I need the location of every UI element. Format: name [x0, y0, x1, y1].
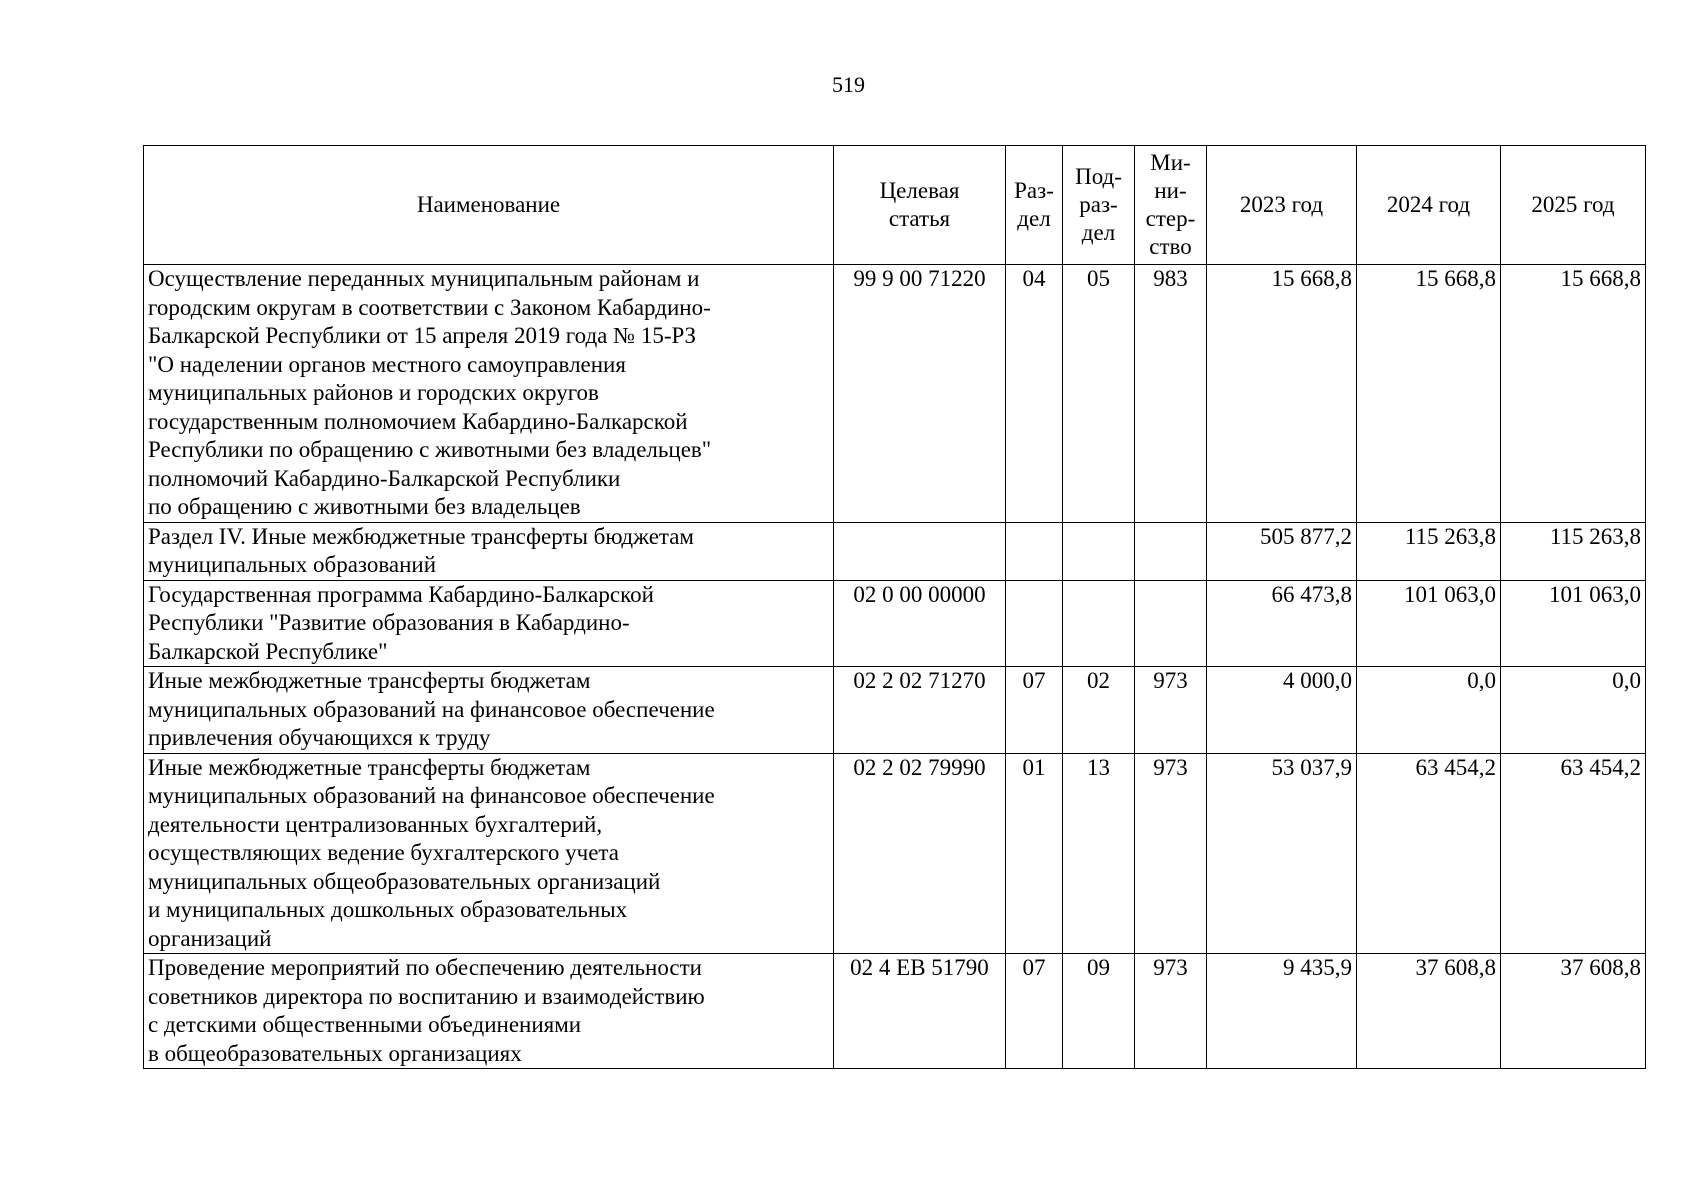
header-subsection: Под- раз- дел	[1063, 146, 1135, 265]
row-section: 07	[1006, 667, 1063, 754]
row-section	[1006, 522, 1063, 580]
row-2023: 9 435,9	[1207, 954, 1357, 1069]
row-subsection: 02	[1063, 667, 1135, 754]
row-name: Осуществление переданных муниципальным районам и городским округам в соответствии с Законом Кабардино- Балкарской Республики от 15 апреля 2019 года № 15-РЗ "О наделении органов местного самоуправления муниципальных районов и городских округов государственным полномочием Кабардино-Балкарской Республики по обращению с животными без владельцев" полномочий Кабардино-Балкарской Республики по обращению с животными без владельцев	[144, 265, 834, 523]
header-2023: 2023 год	[1207, 146, 1357, 265]
row-2023: 66 473,8	[1207, 580, 1357, 667]
table-row	[144, 522, 1646, 580]
row-target-article: 02 4 EB 51790	[834, 954, 1006, 1069]
row-2025: 15 668,8	[1501, 265, 1646, 523]
row-2025: 115 263,8	[1501, 522, 1646, 580]
row-2024: 15 668,8	[1357, 265, 1501, 523]
table-row	[144, 580, 1646, 667]
table-row	[144, 667, 1646, 754]
row-name: Иные межбюджетные трансферты бюджетам муниципальных образований на финансовое обеспечение деятельности централизованных бухгалтерий, осуществляющих ведение бухгалтерского учета муниципальных общеобразовательных организаций и муниципальных дошкольных образовательных организаций	[144, 753, 834, 954]
header-ministry: Ми- ни- стер- ство	[1135, 146, 1207, 265]
row-subsection: 13	[1063, 753, 1135, 954]
row-ministry	[1135, 580, 1207, 667]
row-2024: 101 063,0	[1357, 580, 1501, 667]
row-ministry: 973	[1135, 753, 1207, 954]
row-2023: 53 037,9	[1207, 753, 1357, 954]
row-2023: 4 000,0	[1207, 667, 1357, 754]
row-subsection: 09	[1063, 954, 1135, 1069]
row-section: 04	[1006, 265, 1063, 523]
row-ministry: 973	[1135, 954, 1207, 1069]
budget-table	[143, 145, 1646, 1069]
row-2024: 115 263,8	[1357, 522, 1501, 580]
row-subsection	[1063, 580, 1135, 667]
page-number: 519	[832, 72, 865, 97]
row-section	[1006, 580, 1063, 667]
table-header-row	[144, 146, 1646, 265]
header-target-article: Целевая статья	[834, 146, 1006, 265]
row-2024: 37 608,8	[1357, 954, 1501, 1069]
row-target-article: 02 2 02 71270	[834, 667, 1006, 754]
row-name: Раздел IV. Иные межбюджетные трансферты бюджетам муниципальных образований	[144, 522, 834, 580]
row-target-article: 99 9 00 71220	[834, 265, 1006, 523]
header-section: Раз- дел	[1006, 146, 1063, 265]
row-2025: 63 454,2	[1501, 753, 1646, 954]
row-subsection: 05	[1063, 265, 1135, 523]
row-2023: 505 877,2	[1207, 522, 1357, 580]
header-2024: 2024 год	[1357, 146, 1501, 265]
row-target-article: 02 2 02 79990	[834, 753, 1006, 954]
row-2025: 37 608,8	[1501, 954, 1646, 1069]
row-section: 07	[1006, 954, 1063, 1069]
row-name: Государственная программа Кабардино-Балкарской Республики "Развитие образования в Кабардино- Балкарской Республике"	[144, 580, 834, 667]
header-2025: 2025 год	[1501, 146, 1646, 265]
row-name: Проведение мероприятий по обеспечению деятельности советников директора по воспитанию и взаимодействию с детскими общественными объединениями в общеобразовательных организациях	[144, 954, 834, 1069]
row-ministry: 973	[1135, 667, 1207, 754]
row-ministry: 983	[1135, 265, 1207, 523]
row-2025: 0,0	[1501, 667, 1646, 754]
table-row	[144, 954, 1646, 1069]
row-target-article: 02 0 00 00000	[834, 580, 1006, 667]
row-2023: 15 668,8	[1207, 265, 1357, 523]
row-subsection	[1063, 522, 1135, 580]
row-target-article	[834, 522, 1006, 580]
header-name: Наименование	[144, 146, 834, 265]
row-2024: 63 454,2	[1357, 753, 1501, 954]
table-row	[144, 753, 1646, 954]
row-name: Иные межбюджетные трансферты бюджетам муниципальных образований на финансовое обеспечение привлечения обучающихся к труду	[144, 667, 834, 754]
row-2025: 101 063,0	[1501, 580, 1646, 667]
row-2024: 0,0	[1357, 667, 1501, 754]
row-ministry	[1135, 522, 1207, 580]
table-row	[144, 265, 1646, 523]
row-section: 01	[1006, 753, 1063, 954]
